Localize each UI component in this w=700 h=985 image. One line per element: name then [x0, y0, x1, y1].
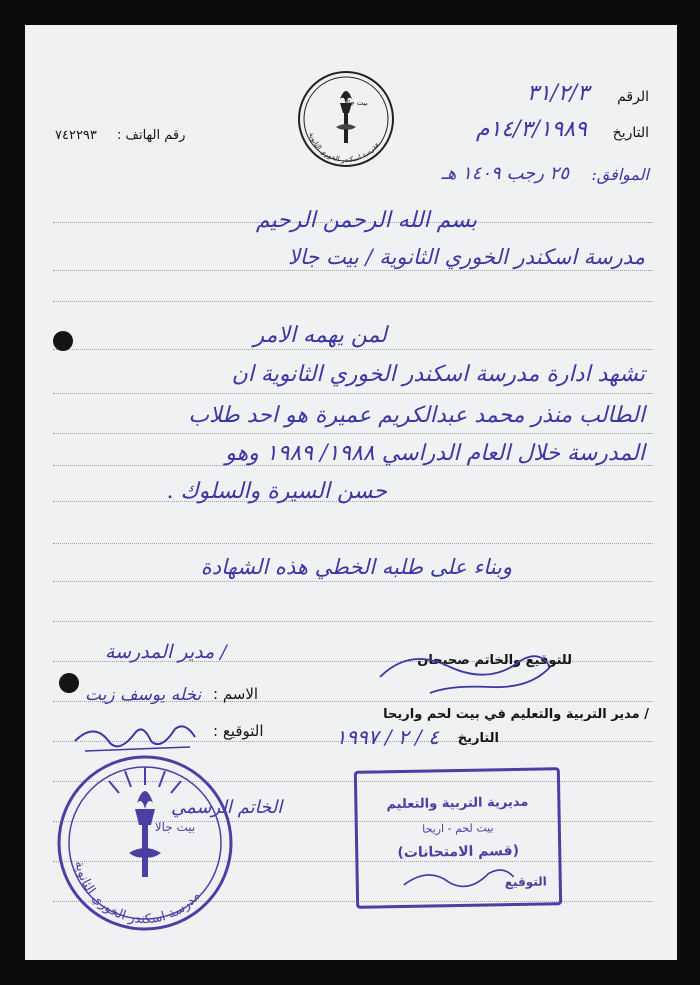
- certification-date: ٤ / ٢ / ١٩٩٧: [335, 725, 439, 749]
- ruled-line: [53, 621, 653, 622]
- directorate-signature: [398, 863, 519, 895]
- punch-hole: [53, 331, 73, 351]
- certifier-signature: [370, 637, 560, 707]
- ruled-line: [53, 270, 653, 271]
- directorate-stamp-line-4: التوقيع: [504, 874, 547, 890]
- school-official-stamp: [55, 753, 235, 933]
- body-line-3: المدرسة خلال العام الدراسي ١٩٨٨/ ١٩٨٩ وهو: [225, 441, 645, 466]
- certification-label: للتوقيع والخاتم صحيحان: [417, 653, 572, 668]
- seal-ring-text: مدرسة اسكندر الخوري الثانوية: [307, 131, 381, 165]
- certification-office: / مدير التربية والتعليم في بيت لحم واريحا: [383, 707, 649, 722]
- ruled-line: [53, 393, 653, 394]
- body-line-2: الطالب منذر محمد عبدالكريم عميرة هو احد طلاب: [188, 403, 645, 428]
- ruled-line: [53, 433, 653, 434]
- phone-value: ٧٤٢٢٩٣: [55, 128, 97, 143]
- stamp-ring-text: مدرسة اسكندر الخوري الثانوية: [71, 859, 204, 928]
- school-emblem-seal: [296, 69, 396, 169]
- director-name: نخله يوسف زيت: [85, 685, 202, 705]
- stamp-top-text: بيت جالا: [154, 820, 196, 834]
- directorate-stamp-line-3: (قسم الامتحانات): [397, 842, 520, 862]
- ruled-line: [53, 543, 653, 544]
- basmala: بسم الله الرحمن الرحيم: [255, 208, 477, 233]
- directorate-stamp-line-2: بيت لحم - اريحا: [422, 821, 494, 836]
- hijri-value: ٢٥ رجب ١٤٠٩ هـ: [441, 163, 569, 184]
- phone-label: رقم الهاتف :: [117, 128, 186, 143]
- director-title: / مدير المدرسة: [105, 641, 227, 663]
- signature-label: التوقيع :: [213, 722, 264, 740]
- svg-text:مدرسة اسكندر الخوري الثانوية: [72, 860, 204, 927]
- document-sheet: [25, 25, 677, 960]
- ref-label: الرقم: [617, 89, 649, 105]
- date-value: ١٤/٣/١٩٨٩م: [475, 117, 587, 142]
- ruled-line: [53, 301, 653, 302]
- directorate-stamp-line-1: مديرية التربية والتعليم: [386, 794, 529, 813]
- body-line-4: حسن السيرة والسلوك .: [166, 479, 387, 504]
- hijri-label: الموافق:: [591, 165, 649, 184]
- body-line-5: وبناء على طلبه الخطي هذه الشهادة: [200, 555, 512, 579]
- official-stamp-label: الخاتم الرسمي: [171, 797, 283, 818]
- salutation: لمن يهمه الامر: [253, 323, 387, 348]
- school-line: مدرسة اسكندر الخوري الثانوية / بيت جالا: [287, 245, 645, 269]
- directorate-stamp: [354, 767, 562, 909]
- seal-top-text: بيت جالا: [344, 99, 368, 107]
- ref-value: ٣١/٢/٣: [526, 81, 589, 106]
- ruled-line: [53, 349, 653, 350]
- punch-hole: [59, 673, 79, 693]
- name-label: الاسم :: [213, 685, 259, 703]
- body-line-1: تشهد ادارة مدرسة اسكندر الخوري الثانوية ان: [231, 362, 645, 387]
- certification-date-label: التاريخ: [457, 731, 499, 746]
- ruled-line: [53, 581, 653, 582]
- date-label: التاريخ: [612, 125, 649, 141]
